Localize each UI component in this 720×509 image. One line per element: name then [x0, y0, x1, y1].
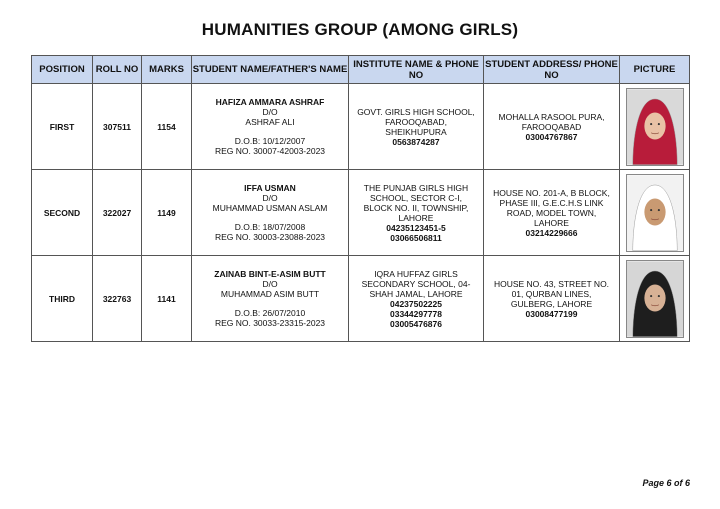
institute-phone: 03005476876: [389, 318, 442, 329]
student-photo: [626, 260, 684, 338]
student-name: HAFIZA AMMARA ASHRAF: [215, 97, 325, 107]
results-table: [31, 55, 690, 342]
address-line: HOUSE NO. 201-A, B BLOCK,: [493, 187, 610, 198]
father-name: MUHAMMAD ASIM BUTT: [220, 289, 320, 299]
header-address: STUDENT ADDRESS/ PHONE NO: [484, 56, 620, 84]
institute-name-line: IQRA HUFFAZ GIRLS: [374, 268, 458, 279]
relation-label: D/O: [262, 107, 278, 117]
table-body: [32, 84, 690, 342]
picture-cell: [620, 256, 690, 342]
position-cell: FIRST: [32, 84, 93, 170]
institute-name-line: SHAH JAMAL, LAHORE: [369, 288, 463, 299]
institute-name-line: BLOCK NO. II, TOWNSHIP,: [363, 202, 469, 213]
student-photo: [626, 174, 684, 252]
page-title: HUMANITIES GROUP (AMONG GIRLS): [201, 20, 519, 39]
address-line: FAROOQABAD: [521, 121, 582, 132]
student-cell: [192, 256, 349, 342]
address-line: 01, QURBAN LINES,: [511, 288, 592, 299]
table-row: [32, 170, 690, 256]
date-of-birth: D.O.B: 10/12/2007: [234, 136, 306, 146]
address-line: HOUSE NO. 43, STREET NO.: [493, 278, 610, 289]
roll-no-cell: 322027: [93, 170, 142, 256]
registration-number: REG NO. 30003-23088-2023: [214, 232, 326, 242]
address-line: GULBERG, LAHORE: [510, 298, 593, 309]
page-number: Page 6 of 6: [642, 478, 690, 488]
institute-cell: [349, 256, 484, 342]
institute-phone: 03344297778: [389, 308, 442, 319]
position-cell: THIRD: [32, 256, 93, 342]
portrait-icon: [627, 261, 683, 337]
table-row: [32, 256, 690, 342]
address-line: LAHORE: [534, 217, 569, 228]
institute-name-line: FAROOQABAD,: [385, 116, 447, 127]
address-line: PHASE III, G.E.C.H.S LINK: [499, 197, 604, 208]
date-of-birth: D.O.B: 26/07/2010: [234, 308, 306, 318]
student-cell: [192, 170, 349, 256]
institute-name-line: GOVT. GIRLS HIGH SCHOOL,: [357, 106, 475, 117]
student-name: ZAINAB BINT-E-ASIM BUTT: [214, 269, 326, 279]
institute-cell: [349, 84, 484, 170]
institute-phone: 04237502225: [389, 298, 442, 309]
marks-cell: 1149: [142, 170, 192, 256]
header-roll-no: ROLL NO: [93, 56, 142, 84]
header-marks: MARKS: [142, 56, 192, 84]
header-student: STUDENT NAME/FATHER'S NAME: [192, 56, 349, 84]
registration-number: REG NO. 30007-42003-2023: [214, 146, 326, 156]
institute-phone: 0563874287: [392, 136, 440, 147]
table-row: [32, 84, 690, 170]
marks-cell: 1154: [142, 84, 192, 170]
portrait-icon: [627, 175, 683, 251]
address-phone: 03004767867: [525, 131, 578, 142]
roll-no-cell: 307511: [93, 84, 142, 170]
student-photo: [626, 88, 684, 166]
institute-name-line: SECONDARY SCHOOL, 04-: [361, 278, 471, 289]
student-name: IFFA USMAN: [244, 183, 296, 193]
marks-cell: 1141: [142, 256, 192, 342]
address-line: ROAD, MODEL TOWN,: [506, 207, 597, 218]
relation-label: D/O: [262, 279, 278, 289]
table-header-row: [32, 56, 690, 84]
portrait-icon: [627, 89, 683, 165]
picture-cell: [620, 170, 690, 256]
roll-no-cell: 322763: [93, 256, 142, 342]
student-cell: [192, 84, 349, 170]
header-position: POSITION: [32, 56, 93, 84]
picture-cell: [620, 84, 690, 170]
father-name: MUHAMMAD USMAN ASLAM: [212, 203, 328, 213]
address-line: MOHALLA RASOOL PURA,: [498, 111, 605, 122]
registration-number: REG NO. 30033-23315-2023: [214, 318, 326, 328]
institute-name-line: SHEIKHUPURA: [385, 126, 447, 137]
position-cell: SECOND: [32, 170, 93, 256]
header-picture: PICTURE: [620, 56, 690, 84]
address-cell: [484, 256, 620, 342]
institute-name-line: SCHOOL, SECTOR C-I,: [370, 192, 462, 203]
header-institute: INSTITUTE NAME & PHONE NO: [349, 56, 484, 84]
institute-phone: 04235123451-5: [386, 222, 446, 233]
address-phone: 03008477199: [525, 308, 578, 319]
address-phone: 03214229666: [525, 227, 578, 238]
institute-phone: 03066506811: [390, 232, 442, 243]
institute-name-line: THE PUNJAB GIRLS HIGH: [363, 182, 469, 193]
father-name: ASHRAF ALI: [245, 117, 295, 127]
institute-cell: [349, 170, 484, 256]
date-of-birth: D.O.B: 18/07/2008: [234, 222, 306, 232]
relation-label: D/O: [262, 193, 278, 203]
address-cell: [484, 84, 620, 170]
institute-name-line: LAHORE: [398, 212, 434, 223]
address-cell: [484, 170, 620, 256]
